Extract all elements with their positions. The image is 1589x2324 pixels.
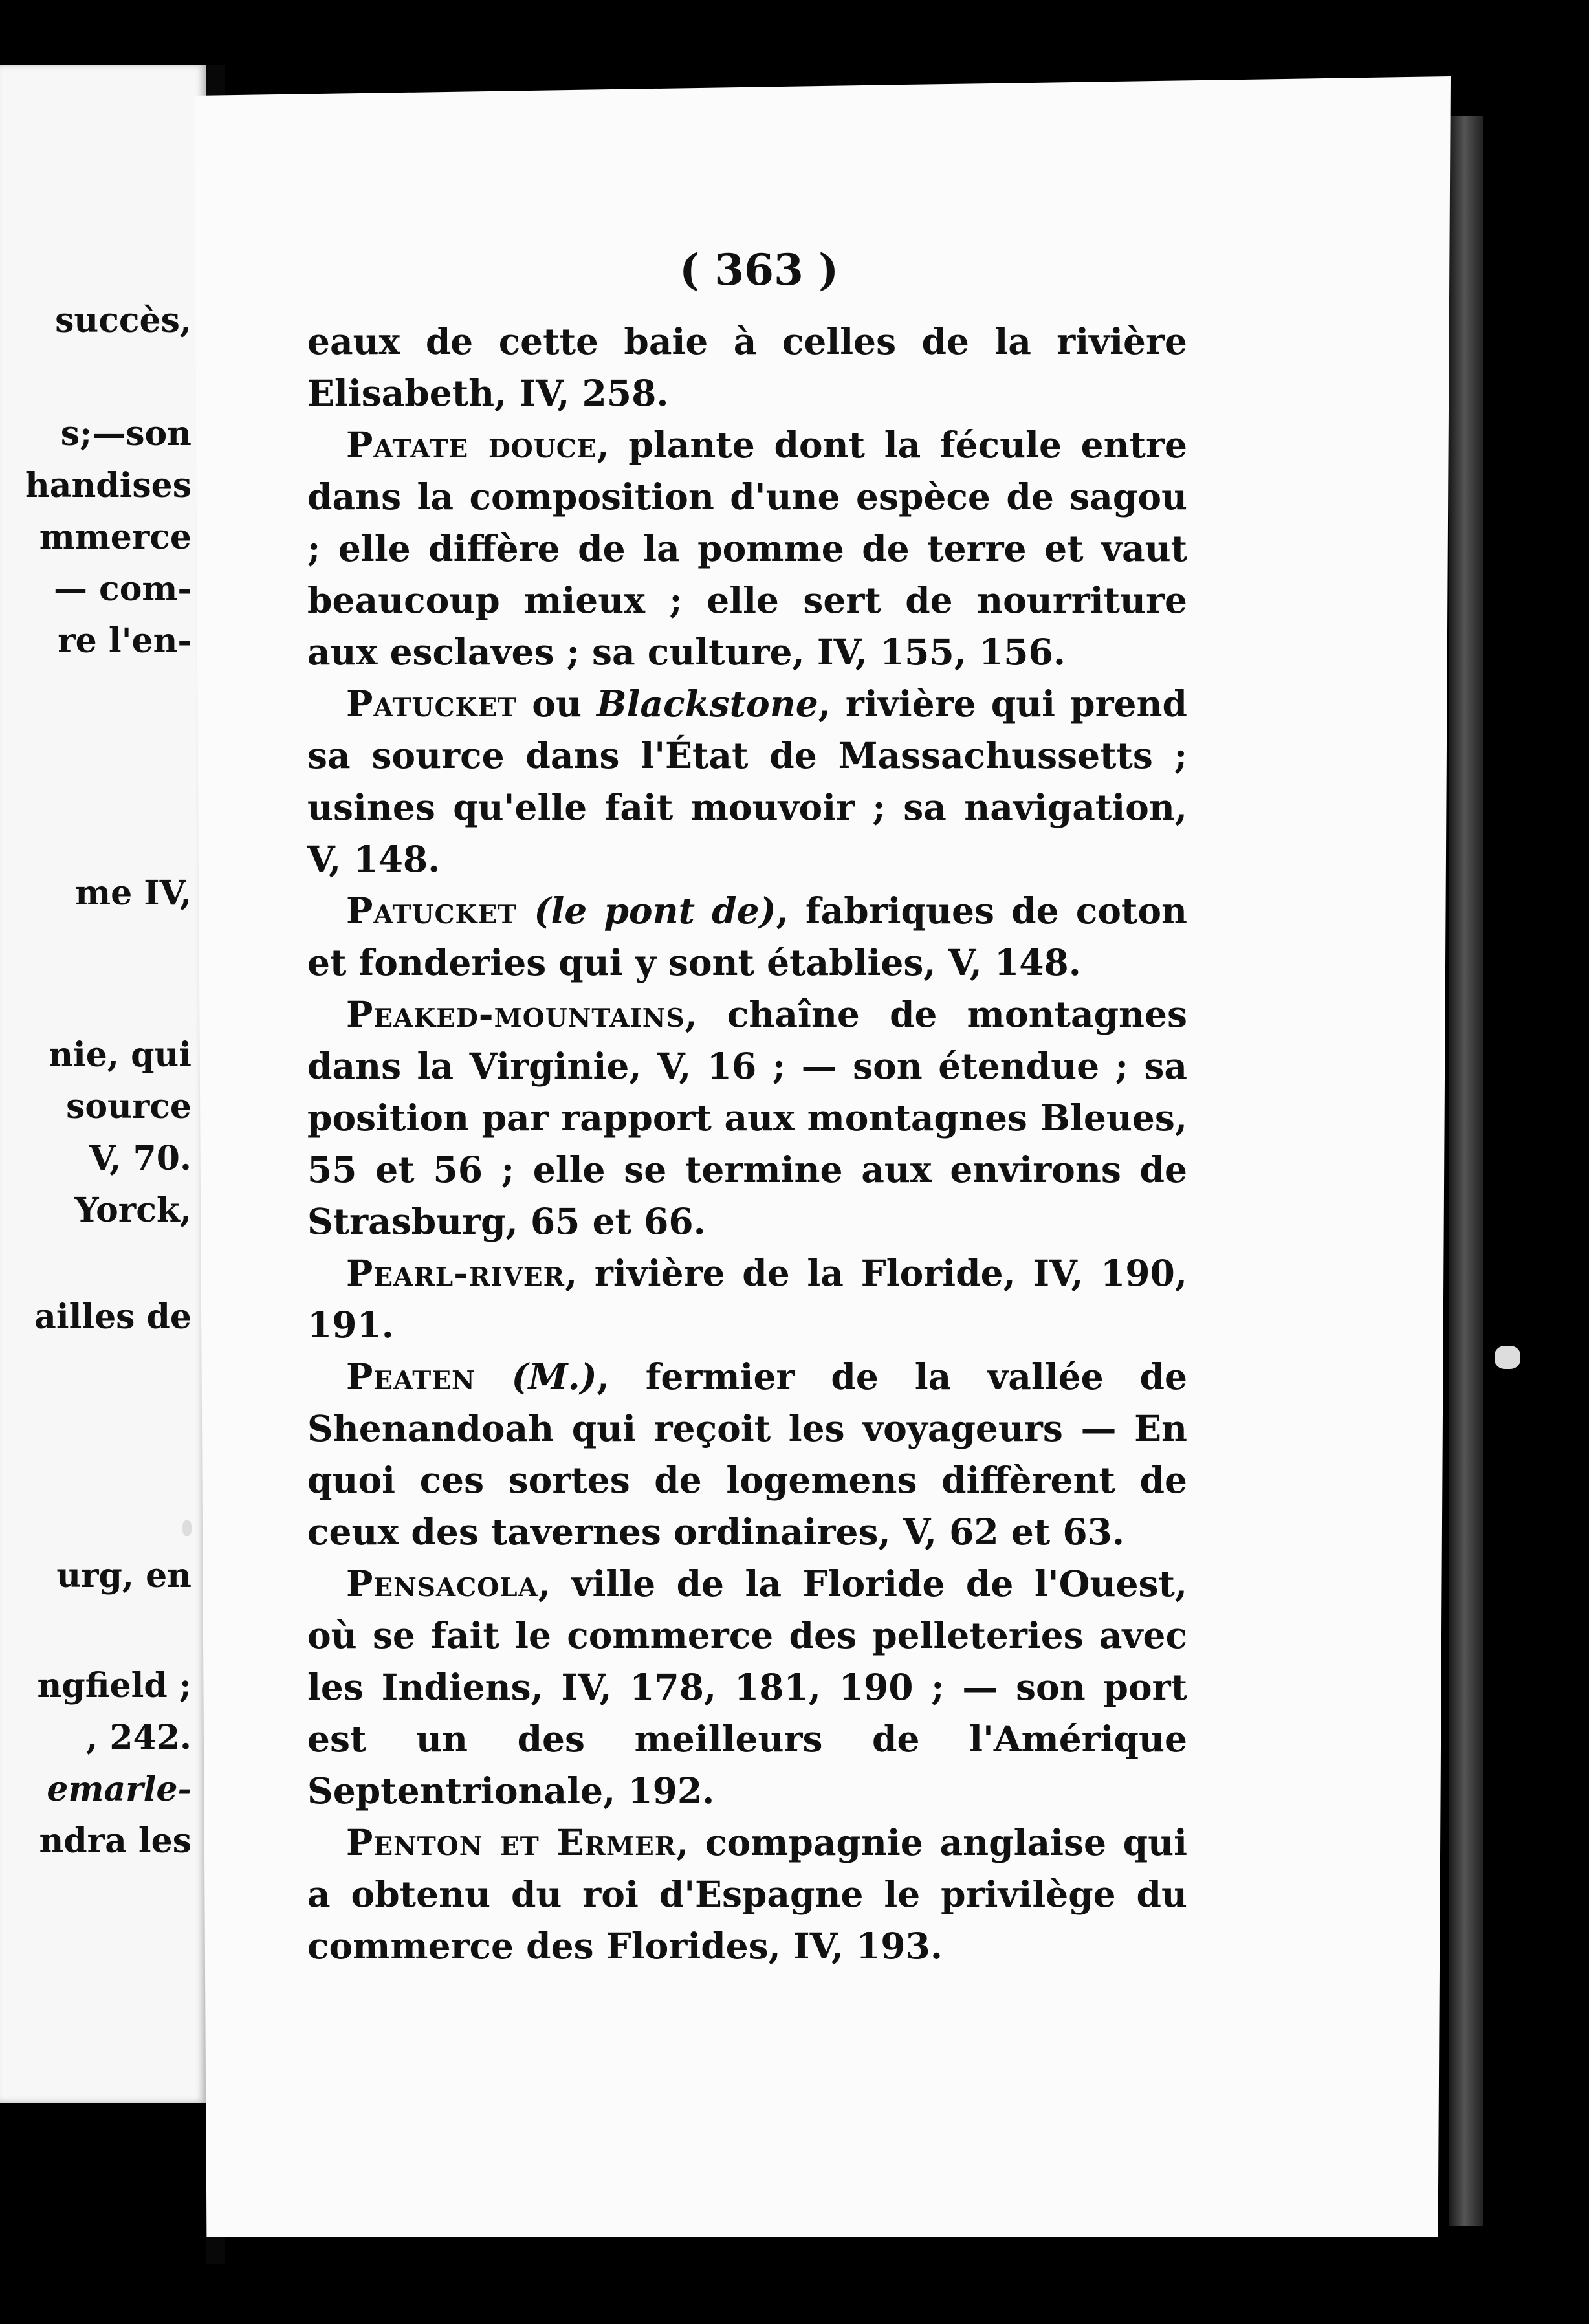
entry-connector: ou xyxy=(517,683,597,725)
entry-italic: (le pont de) xyxy=(534,890,776,932)
entry-text: , fermier de la vallée de Shenandoah qui reçoit les voyageurs — En quoi ces sortes de logemens diffèrent de ceux des tavernes ordinaires, V, 62 et 63. xyxy=(307,1355,1187,1553)
previous-page-line: succès, xyxy=(55,301,192,340)
previous-page-line: mmerce xyxy=(39,518,192,557)
previous-page-line: source xyxy=(66,1087,192,1126)
previous-page-line: emarle- xyxy=(47,1770,192,1809)
entry-headword: Peaked-mountains xyxy=(346,993,685,1035)
entry-headword: Penton et Ermer xyxy=(346,1821,677,1863)
entry-text: , plante dont la fécule entre dans la composition d'une espèce de sagou ; elle diffère de la pomme de terre et vaut beaucoup mieux ; elle sert de nourriture aux esclaves ; sa culture, IV, 155, 156. xyxy=(307,424,1188,673)
entry-headword: Pensacola xyxy=(346,1562,538,1605)
previous-page-line: , 242. xyxy=(86,1718,192,1757)
previous-page-line: ngfield ; xyxy=(37,1666,192,1705)
previous-page-line: ailles de xyxy=(34,1297,192,1337)
entry-text: , chaîne de montagnes dans la Virginie, V, 16 ; — son étendue ; sa position par rapport aux montagnes Bleues, 55 et 56 ; elle se termine aux environs de Strasburg, 65 et 66. xyxy=(307,993,1187,1242)
entry-text: , rivière de la Floride, IV, 190, 191. xyxy=(307,1252,1187,1346)
entry-text: , compagnie anglaise qui a obtenu du roi d'Espagne le privilège du commerce des Florides, IV, 193. xyxy=(307,1821,1187,1967)
previous-page-line: re l'en- xyxy=(58,621,192,661)
index-entry xyxy=(307,885,1187,989)
index-entry xyxy=(307,1558,1187,1817)
index-entry xyxy=(307,678,1187,885)
entry-text: , fabriques de coton et fonderies qui y sont établies, V, 148. xyxy=(307,890,1187,983)
previous-page-strip xyxy=(0,65,206,2103)
index-entry xyxy=(307,1247,1187,1351)
index-entry xyxy=(307,419,1187,678)
index-entry xyxy=(307,1351,1187,1558)
entry-connector xyxy=(476,1355,512,1398)
entry-connector xyxy=(517,890,534,932)
entry-headword: Patucket xyxy=(346,683,518,725)
previous-page-line: V, 70. xyxy=(89,1139,192,1178)
previous-page-line: — com- xyxy=(53,569,192,609)
previous-page-line: urg, en xyxy=(56,1556,192,1595)
paper-speck xyxy=(182,1520,192,1536)
entry-headword: Patucket xyxy=(346,890,518,932)
previous-page-line: me IV, xyxy=(75,873,192,913)
previous-page-line: nie, qui xyxy=(49,1035,192,1075)
index-entry xyxy=(307,316,1187,419)
entry-headword: Patate douce xyxy=(346,424,597,466)
entry-italic: Blackstone xyxy=(597,683,818,725)
page-number: ( 363 ) xyxy=(679,245,839,295)
page-edge xyxy=(1449,116,1483,2226)
entry-headword: Peaten xyxy=(346,1355,476,1398)
entry-headword: Pearl-river xyxy=(346,1252,565,1294)
previous-page-line: Yorck, xyxy=(74,1190,192,1230)
entry-text: eaux de cette baie à celles de la rivière Elisabeth, IV, 258. xyxy=(307,320,1187,414)
previous-page-line: ndra les xyxy=(39,1821,192,1861)
index-text xyxy=(307,316,1187,1972)
index-entry xyxy=(307,1817,1187,1972)
entry-text: , ville de la Floride de l'Ouest, où se fait le commerce des pelleteries avec les Indiens, IV, 178, 181, 190 ; — son port est un des meilleurs de l'Amérique Septentrionale, 192. xyxy=(307,1562,1187,1812)
index-entry xyxy=(307,989,1187,1247)
entry-text: , rivière qui prend sa source dans l'État de Massachussetts ; usines qu'elle fait mouvoir ; sa navigation, V, 148. xyxy=(307,683,1187,880)
entry-italic: (M.) xyxy=(511,1355,597,1398)
paper-speck xyxy=(1495,1346,1520,1369)
previous-page-line: handises xyxy=(25,466,192,505)
previous-page-line: s;—son xyxy=(60,414,192,454)
